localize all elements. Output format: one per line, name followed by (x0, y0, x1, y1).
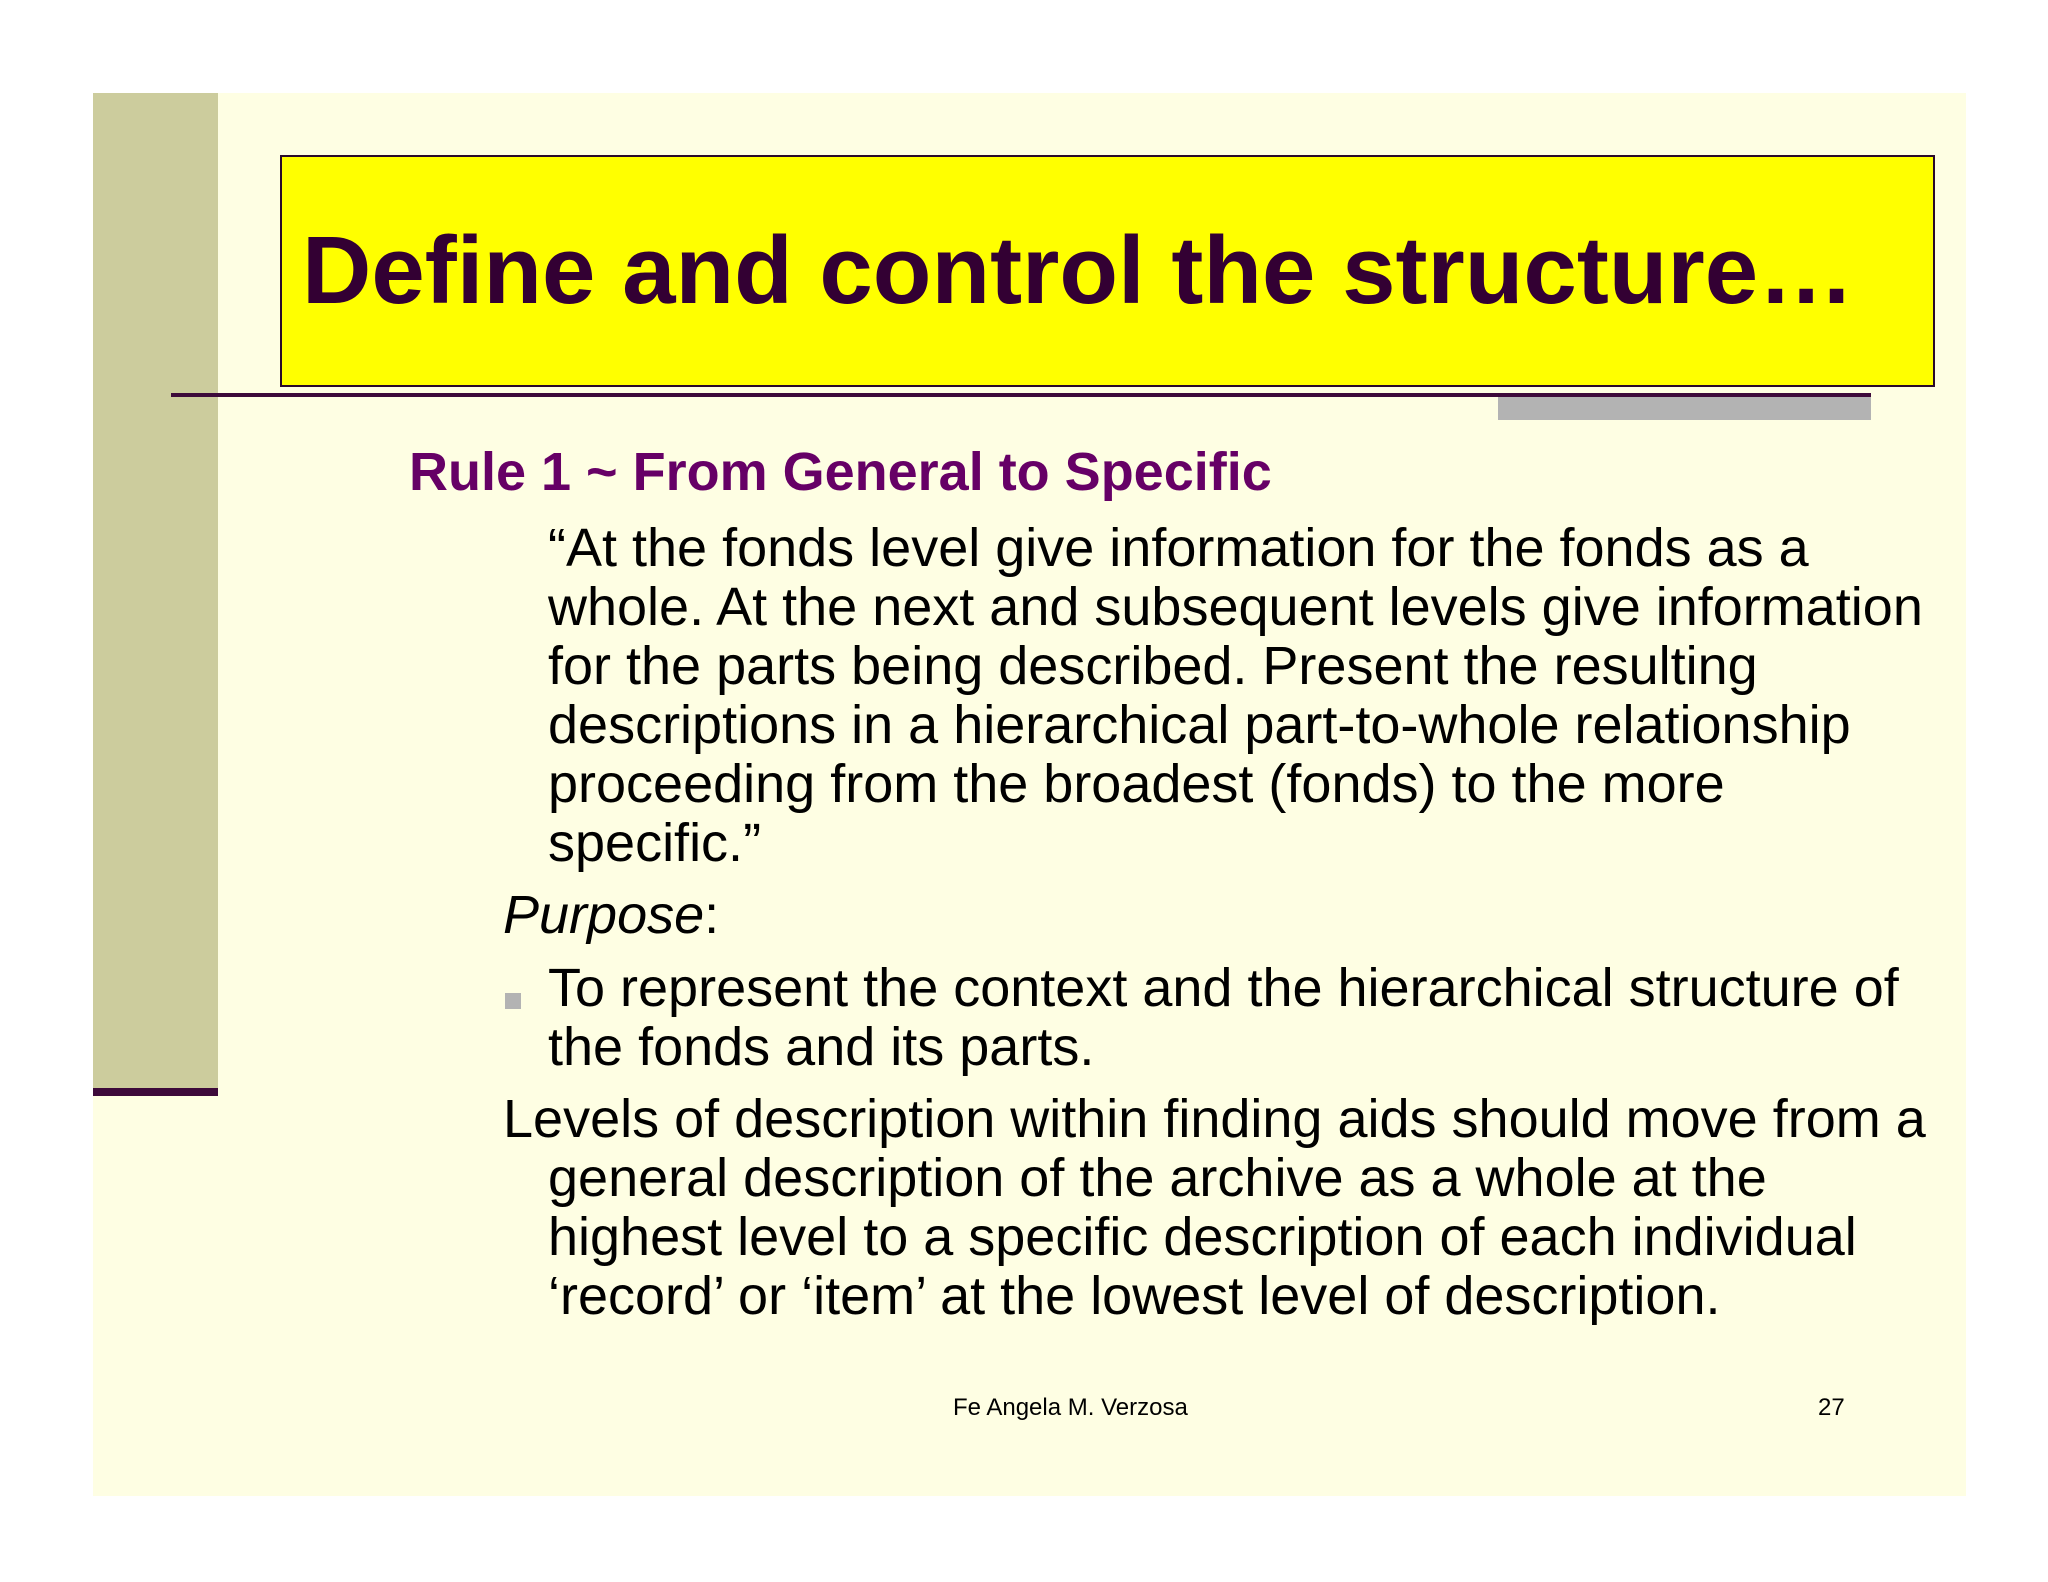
title-box (280, 155, 1935, 387)
left-decorative-bar (93, 93, 218, 1088)
title-shadow (1498, 394, 1871, 420)
purpose-colon: : (704, 885, 720, 945)
rule-quote: “At the fonds level give information for the fonds as a whole. At the next and subsequent levels give information for the parts being described. Present the resulting descriptions in a hierarchical part-to-whole relationship proceeding from the broadest (fonds) to the more specific.” (548, 518, 1923, 873)
purpose-heading (503, 886, 719, 945)
slide-title: Define and control the structure… (302, 217, 1855, 324)
purpose-bullet-text: To represent the context and the hierarchical structure of the fonds and its parts. (548, 958, 1899, 1077)
levels-paragraph: Levels of description within finding aids should move from a general description of the archive as a whole at the highest level to a specific description of each individual ‘record’ or ‘item’ at the lowest level of description. (503, 1089, 1926, 1326)
purpose-label: Purpose (503, 885, 705, 945)
slide (93, 93, 1966, 1496)
title-divider (171, 393, 1871, 397)
left-bar-accent-line (93, 1088, 218, 1096)
square-bullet-icon (505, 993, 521, 1009)
rule-heading: Rule 1 ~ From General to Specific (409, 442, 1272, 502)
footer-author: Fe Angela M. Verzosa (953, 1394, 1188, 1421)
page-number: 27 (1818, 1394, 1845, 1421)
